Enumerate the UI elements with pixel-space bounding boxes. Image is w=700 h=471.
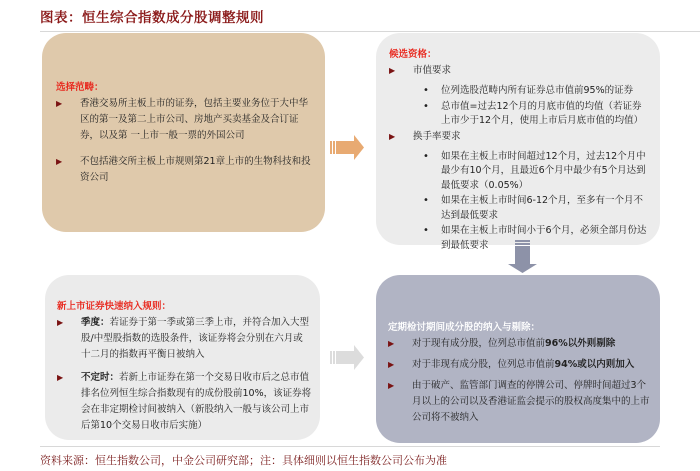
scope-box [42, 33, 325, 232]
fast-entry-heading: 新上市证券快速纳入规则： [57, 301, 172, 312]
eligibility-subitem: • 位列选股范畴内所有证券总市值前95%的证券 [389, 84, 650, 99]
triangle-bullet-icon: ▶ [389, 131, 396, 141]
source-note: 资料来源：恒生指数公司，中金公司研究部；注：具体细则以恒生指数公司公布为准 [40, 454, 447, 467]
figure-title: 图表：恒生综合指数成分股调整规则 [40, 10, 264, 26]
triangle-bullet-icon: ▶ [389, 66, 396, 75]
eligibility-subitem: • 如果在主板上市时间小于6个月，必须全部月份达到最低要求 [389, 224, 650, 253]
title-divider [40, 31, 700, 32]
fast-entry-box [45, 275, 320, 440]
footer-divider [40, 446, 660, 447]
scope-item: ▶ 不包括港交所主板上市规则第21章上市的生物科技和投资公司 [56, 154, 315, 186]
arrow-right-icon [330, 343, 366, 373]
triangle-bullet-icon: ▶ [56, 99, 63, 108]
triangle-bullet-icon: ▶ [57, 318, 64, 327]
eligibility-subitem: • 如果在主板上市时间6-12个月，至多有一个月不达到最低要求 [389, 194, 650, 223]
periodic-review-box [376, 275, 660, 443]
periodic-item: ▶ 对于现有成分股，位列总市值前96%以外则剔除 [388, 336, 652, 352]
arrow-down-icon [505, 240, 541, 275]
fast-entry-item: ▶ 季度：若证券于第一季或第三季上市，并符合加入大型股/中型股指数的选股条件，该证券将会分别在六月或十二月的指数再平衡日被纳入 [57, 315, 312, 363]
eligibility-box [376, 33, 660, 251]
periodic-item: ▶ 对于非现有成分股，位列总市值前94%或以内则加入 [388, 357, 652, 373]
eligibility-group: ▶ 换手率要求 [389, 129, 650, 145]
scope-item: ▶ 香港交易所主板上市的证券，包括主要业务位于大中华区的第一及第二上市公司、房地产买卖基金及合订证券，以及第 一上市一般一票的外国公司 [56, 96, 315, 144]
periodic-item: ▶ 由于破产、监管部门调查的停牌公司、停牌时间超过3个月以上的公司以及香港证监会提示的股权高度集中的上市公司将不被纳入 [388, 378, 652, 426]
triangle-bullet-icon: ▶ [57, 373, 64, 382]
periodic-heading: 定期检讨期间成分股的纳入与剔除： [388, 322, 541, 333]
dot-bullet-icon: • [423, 225, 429, 236]
eligibility-group: ▶ 市值要求 [389, 63, 650, 79]
triangle-bullet-icon: ▶ [388, 381, 395, 390]
fast-entry-item: ▶ 不定时：若新上市证券在第一个交易日收市后之总市值排名位列恒生综合指数现有的成份股前10%，该证券将会在非定期检讨间被纳入（新股纳入一般与该公司上市后第10个交易日收市后实施） [57, 370, 312, 434]
dot-bullet-icon: • [423, 100, 429, 112]
eligibility-subitem: • 如果在主板上市时间超过12个月，过去12个月中最少有10个月，且最近6个月中最少有5个月达到最低要求（0.05%） [389, 150, 650, 194]
eligibility-subitem: • 总市值=过去12个月的月底市值的均值（若证券上市少于12个月，使用上市后月底市值的均值） [389, 100, 650, 129]
triangle-bullet-icon: ▶ [56, 157, 63, 166]
dot-bullet-icon: • [423, 150, 429, 162]
triangle-bullet-icon: ▶ [388, 360, 395, 369]
scope-heading: 选择范畴： [56, 82, 104, 93]
dot-bullet-icon: • [423, 85, 429, 96]
arrow-right-icon [330, 133, 366, 163]
eligibility-heading: 候选资格： [389, 49, 437, 60]
triangle-bullet-icon: ▶ [388, 339, 395, 348]
dot-bullet-icon: • [423, 195, 429, 206]
